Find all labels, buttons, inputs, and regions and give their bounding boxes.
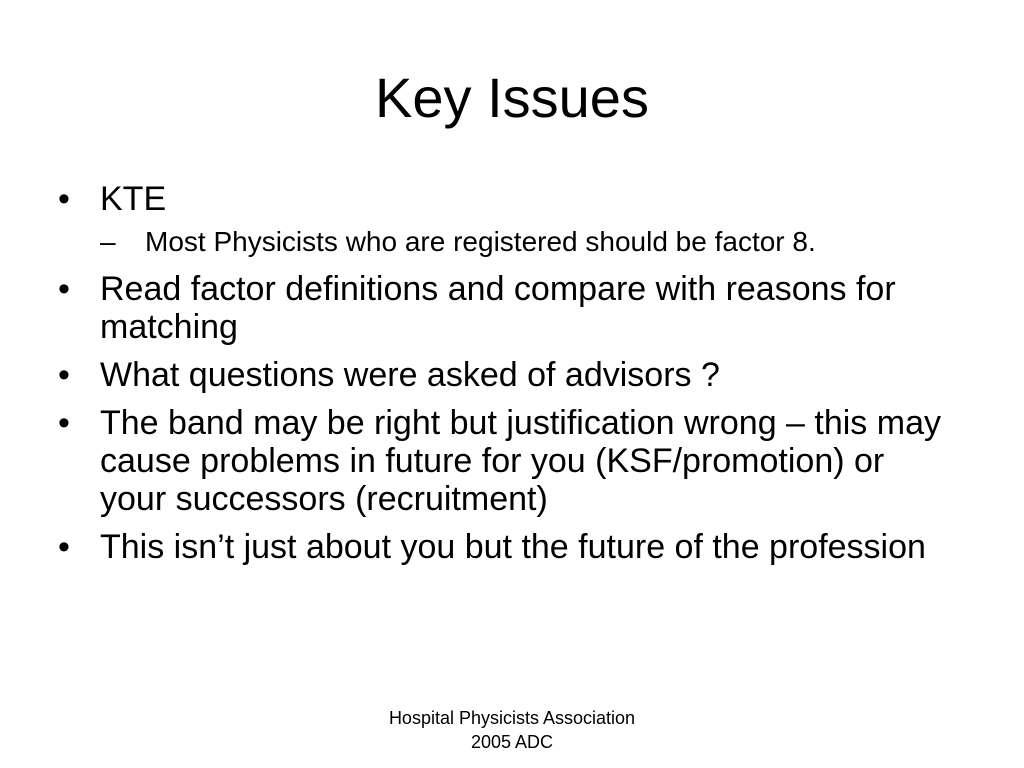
bullet-marker: • — [58, 180, 70, 218]
bullet-text: This isn’t just about you but the future of the profession — [100, 528, 926, 566]
bullet-marker: • — [58, 356, 70, 394]
bullet-item — [58, 270, 958, 346]
footer-organization: Hospital Physicists Association — [388, 708, 636, 728]
bullet-item — [58, 356, 958, 394]
sub-bullet-text: Most Physicists who are registered should be factor 8. — [145, 226, 816, 257]
bullet-text: What questions were asked of advisors ? — [100, 356, 720, 394]
bullet-marker: • — [58, 528, 70, 566]
bullet-text: KTE — [100, 180, 167, 218]
bullet-item — [58, 528, 958, 566]
sub-bullet-marker: – — [100, 226, 116, 257]
bullet-marker: • — [58, 270, 70, 308]
sub-bullet-item — [100, 226, 958, 258]
bullet-marker: • — [58, 404, 70, 442]
footer-event: 2005 ADC — [470, 732, 554, 752]
bullet-text: Read factor definitions and compare with reasons for matching — [100, 270, 896, 346]
bullet-text: The band may be right but justification wrong – this may cause problems in future for you (KSF/promotion) or your successors (recruitment) — [100, 404, 941, 518]
bullet-item — [58, 180, 958, 218]
bullet-item — [58, 404, 958, 518]
bullet-list — [58, 180, 958, 576]
slide-title: Key Issues — [375, 66, 649, 129]
slide-footer — [312, 706, 712, 754]
